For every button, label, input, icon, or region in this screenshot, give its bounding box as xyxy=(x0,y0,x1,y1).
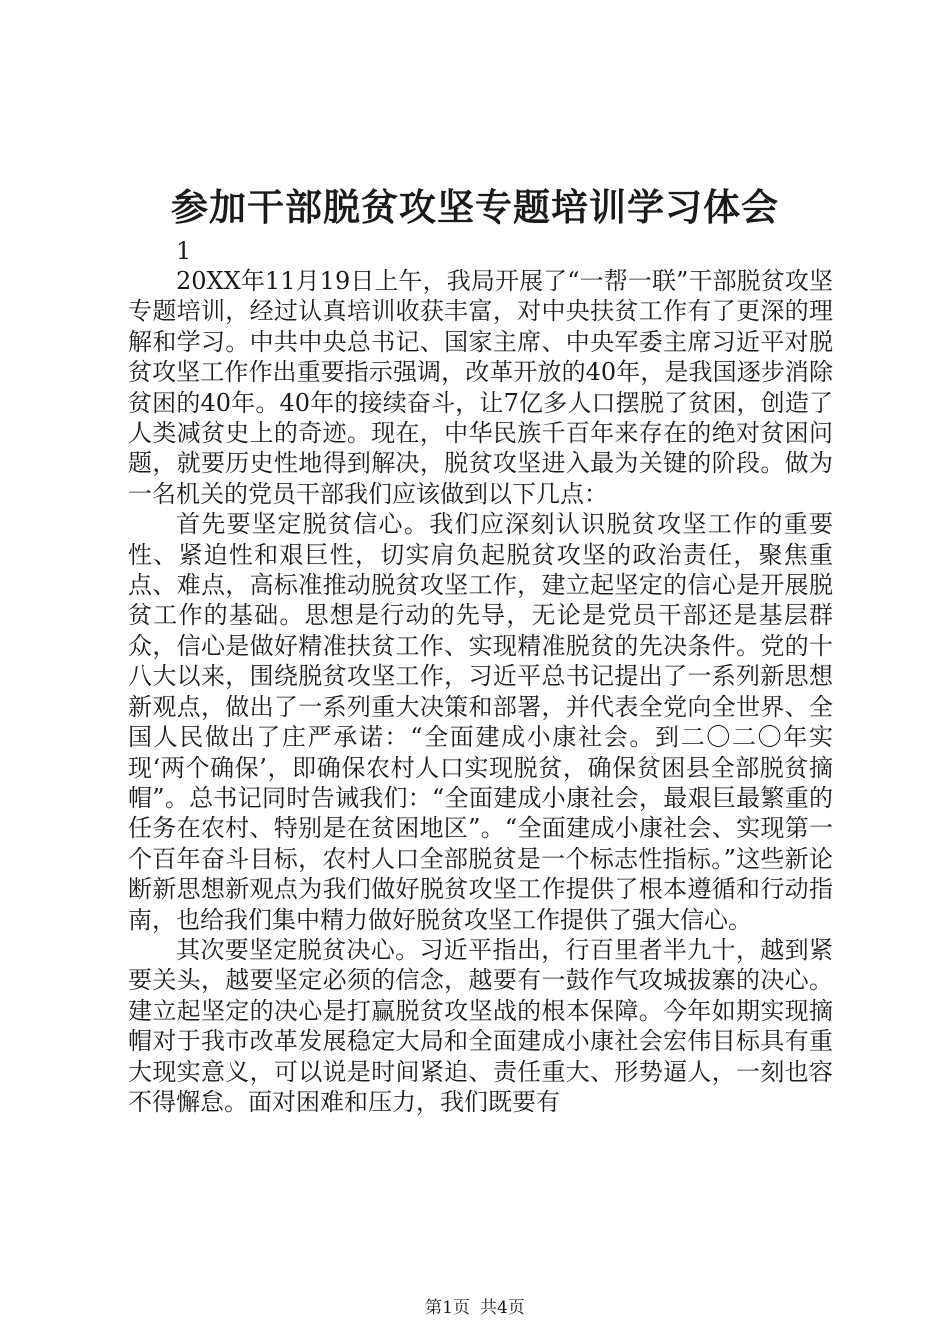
page-footer xyxy=(0,1297,950,1319)
page-total: 共4页 xyxy=(480,1298,525,1318)
document-title: 参加干部脱贫攻坚专题培训学习体会 xyxy=(171,185,779,229)
page-number: 第1页 xyxy=(425,1298,470,1318)
paragraph-confidence: 首先要坚定脱贫信心。我们应深刻认识脱贫攻坚工作的重要性、紧迫性和艰巨性，切实肩负起脱贫攻坚的政治责任，聚焦重点、难点，高标准推动脱贫攻坚工作，建立起坚定的信心是开展脱贫工作的基础。思想是行动的先导，无论是党员干部还是基层群众，信心是做好精准扶贫工作、实现精准脱贫的先决条件。党的十八大以来，围绕脱贫攻坚工作，习近平总书记提出了一系列新思想新观点，做出了一系列重大决策和部署，并代表全党向全世界、全国人民做出了庄严承诺：“全面建成小康社会。到二〇二〇年实现‘两个确保’，即确保农村人口实现脱贫，确保贫困县全部脱贫摘帽”。总书记同时告诫我们：“全面建成小康社会，最艰巨最繁重的任务在农村、特别是在贫困地区”。“全面建成小康社会、实现第一个百年奋斗目标，农村人口全部脱贫是一个标志性指标。”这些新论断新思想新观点为我们做好脱贫攻坚工作提供了根本遵循和行动指南，也给我们集中精力做好脱贫攻坚工作提供了强大信心。 xyxy=(128,510,833,934)
document-body xyxy=(128,266,833,1117)
paragraph-determination: 其次要坚定脱贫决心。习近平指出，行百里者半九十，越到紧要关头，越要坚定必须的信念，越要有一鼓作气攻城拔寨的决心。建立起坚定的决心是打赢脱贫攻坚战的根本保障。今年如期实现摘帽对于我市改革发展稳定大局和全面建成小康社会宏伟目标具有重大现实意义，可以说是时间紧迫、责任重大、形势逼人，一刻也容不得懈怠。面对困难和压力，我们既要有 xyxy=(128,935,833,1116)
paragraph-intro: 20XX年11月19日上午，我局开展了“一帮一联”干部脱贫攻坚专题培训，经过认真培训收获丰富，对中央扶贫工作有了更深的理解和学习。中共中央总书记、国家主席、中央军委主席习近平对脱贫攻坚工作作出重要指示强调，改革开放的40年，是我国逐步消除贫困的40年。40年的接续奋斗，让7亿多人口摆脱了贫困，创造了人类减贫史上的奇迹。现在，中华民族千百年来存在的绝对贫困问题，就要历史性地得到解决，脱贫攻坚进入最为关键的阶段。做为一名机关的党员干部我们应该做到以下几点： xyxy=(128,267,833,508)
section-number: 1 xyxy=(176,237,192,265)
